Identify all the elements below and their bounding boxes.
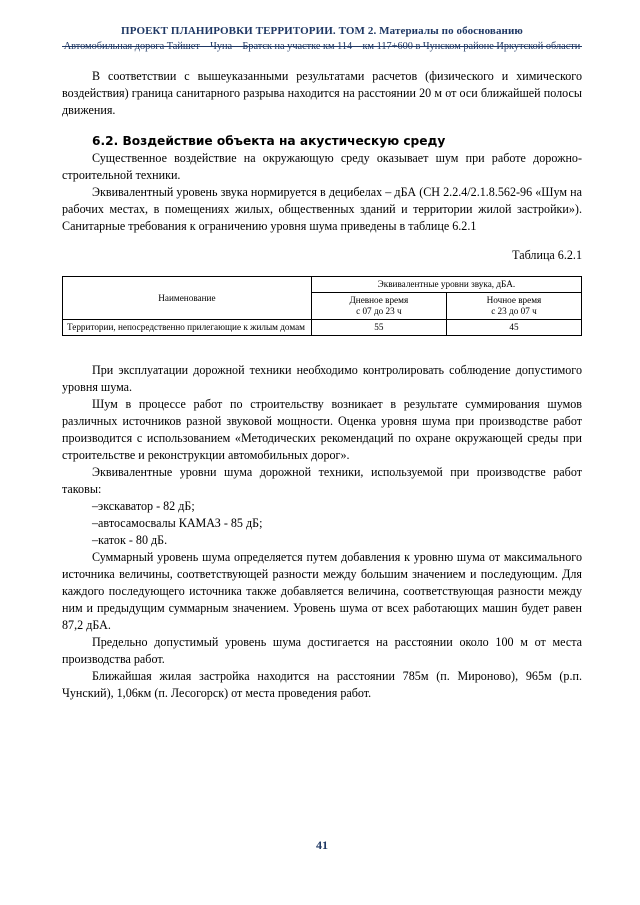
paragraph-limit-distance: Предельно допустимый уровень шума достигается на расстоянии около 100 м от места производства работ. (62, 635, 582, 666)
list-item: –каток - 80 дБ. (92, 533, 168, 547)
table-caption: Таблица 6.2.1 (512, 248, 582, 262)
table-header-day (311, 293, 446, 320)
day-label: Дневное время (349, 295, 409, 305)
night-label: Ночное время (486, 295, 542, 305)
table-cell-name: Территории, непосредственно прилегающие к жилым домам (63, 320, 312, 336)
header-title: ПРОЕКТ ПЛАНИРОВКИ ТЕРРИТОРИИ. ТОМ 2. Материалы по обоснованию (121, 25, 523, 37)
paragraph-equipment-levels: Эквивалентные уровни шума дорожной техники, используемой при производстве работ таковы: (62, 465, 582, 496)
table-header-name: Наименование (63, 277, 312, 320)
table-row (63, 320, 582, 336)
header-divider (62, 46, 582, 47)
list-item: –автосамосвалы КАМАЗ - 85 дБ; (92, 516, 263, 530)
table-header-night (446, 293, 581, 320)
day-range: с 07 до 23 ч (356, 306, 402, 316)
page-header (62, 24, 582, 53)
table-header-row (63, 277, 582, 293)
paragraph-noise-norms: Эквивалентный уровень звука нормируется в децибелах – дБА (СН 2.2.4/2.1.8.562-96 «Шум на рабочих местах, в помещениях жилых, общественных зданий и территории жилой застройки»). Санитарные требования к ограничению уровня шума приведены в таблице 6.2.1 (62, 185, 582, 233)
paragraph-noise-sources: Шум в процессе работ по строительству возникает в результате суммирования шумов различных источников разной звуковой мощности. Оценка уровня шума при производстве работ производится с использованием «Методических рекомендаций по охране окружающей среды при строительстве и реконструкции автомобильных дорог». (62, 397, 582, 462)
header-subtitle: Автомобильная дорога Тайшет – Чуна – Братск на участке км 114 – км 117+600 в Чунском районе Иркутской области (63, 41, 581, 52)
table-cell-night: 45 (446, 320, 581, 336)
paragraph-total-noise: Суммарный уровень шума определяется путем добавления к уровню шума от максимального источника величины, соответствующей разности между большим значением и последующим. Для каждого последующего источника также добавляется величина, соответствующая разности между ним и предыдущим суммарным значением. Уровень шума от всех работающих машин будет равен 87,2 дБА. (62, 550, 582, 632)
paragraph-nearest-housing: Ближайшая жилая застройка находится на расстоянии 785м (п. Мироново), 965м (р.п. Чунский), 1,06км (п. Лесогорск) от места проведения работ. (62, 669, 582, 700)
noise-norms-table (62, 276, 582, 336)
table-header-group: Эквивалентные уровни звука, дБА. (311, 277, 581, 293)
night-range: с 23 до 07 ч (491, 306, 537, 316)
page-body (62, 68, 582, 702)
section-heading: 6.2. Воздействие объекта на акустическую среду (92, 134, 446, 148)
paragraph-control: При эксплуатации дорожной техники необходимо контролировать соблюдение допустимого уровня шума. (62, 363, 582, 394)
table-cell-day: 55 (311, 320, 446, 336)
list-item: –экскаватор - 82 дБ; (92, 499, 195, 513)
page-number: 41 (316, 838, 328, 852)
paragraph-sanitary-gap: В соответствии с вышеуказанными результатами расчетов (физического и химического воздействия) граница санитарного разрыва находится на расстоянии 20 м от оси ближайшей полосы движения. (62, 69, 582, 117)
paragraph-noise-impact: Существенное воздействие на окружающую среду оказывает шум при работе дорожно-строительной техники. (62, 151, 582, 182)
